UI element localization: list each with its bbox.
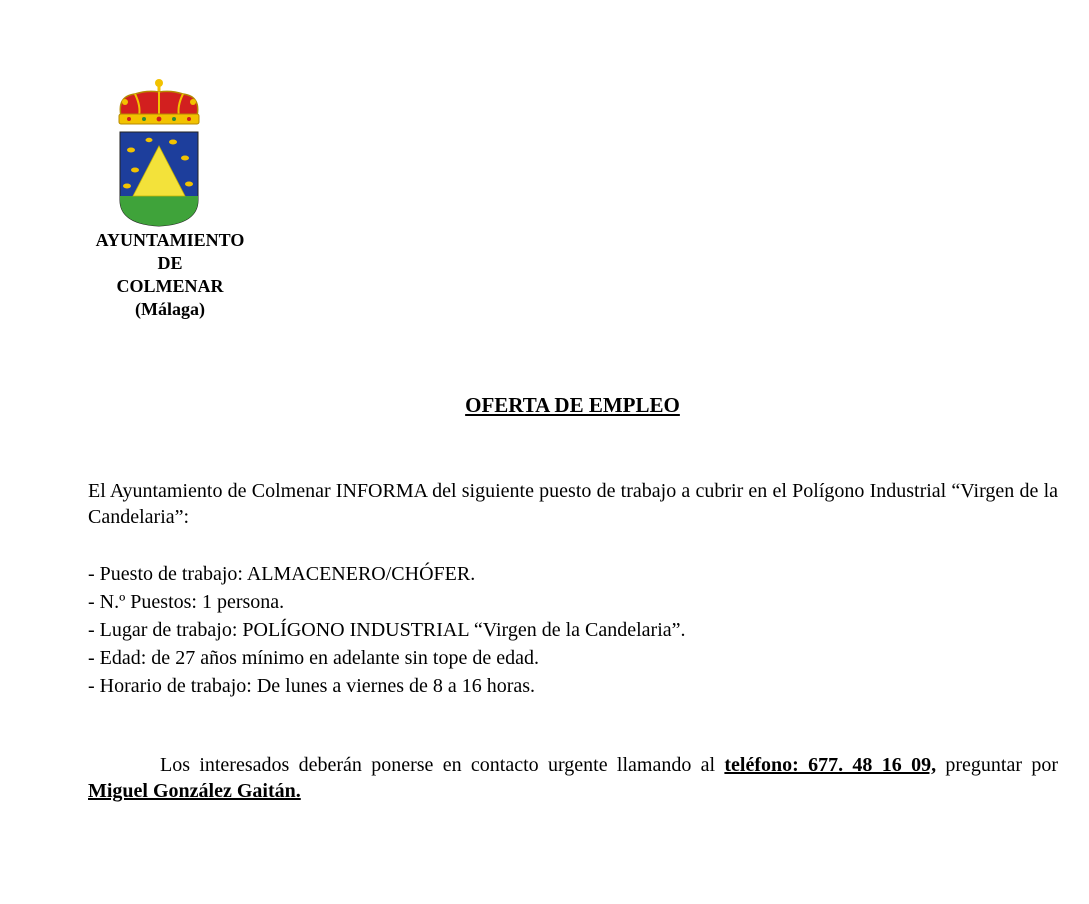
shield-icon bbox=[120, 132, 198, 226]
list-item: - Edad: de 27 años mínimo en adelante sin tope de edad. bbox=[88, 647, 539, 669]
list-item: - Lugar de trabajo: POLÍGONO INDUSTRIAL “Virgen de la Candelaria”. bbox=[88, 619, 686, 641]
contact-person: Miguel González Gaitán. bbox=[88, 780, 301, 802]
list-item: - Horario de trabajo: De lunes a viernes de 8 a 16 horas. bbox=[88, 675, 536, 697]
contact-prefix: Los interesados deberán ponerse en contacto urgente llamando al bbox=[160, 754, 725, 776]
org-line: AYUNTAMIENTO bbox=[95, 230, 245, 250]
list-item: - Puesto de trabajo: ALMACENERO/CHÓFER. bbox=[88, 563, 476, 585]
job-details-list bbox=[88, 560, 1058, 700]
list-item: - N.º Puestos: 1 persona. bbox=[88, 591, 285, 613]
org-line: (Málaga) bbox=[135, 299, 205, 319]
coat-of-arms-icon bbox=[113, 78, 205, 228]
organization-name bbox=[80, 229, 260, 321]
contact-paragraph bbox=[88, 752, 1058, 804]
document-title: OFERTA DE EMPLEO bbox=[465, 393, 680, 417]
intro-paragraph: El Ayuntamiento de Colmenar INFORMA del siguiente puesto de trabajo a cubrir en el Polígono Industrial “Virgen de la Candelaria”: bbox=[88, 480, 1058, 528]
crown-icon bbox=[119, 79, 199, 124]
phone-number: teléfono: 677. 48 16 09, bbox=[724, 754, 937, 776]
org-line: COLMENAR bbox=[116, 276, 224, 296]
org-line: DE bbox=[157, 253, 183, 273]
contact-middle: preguntar por bbox=[936, 754, 1059, 776]
